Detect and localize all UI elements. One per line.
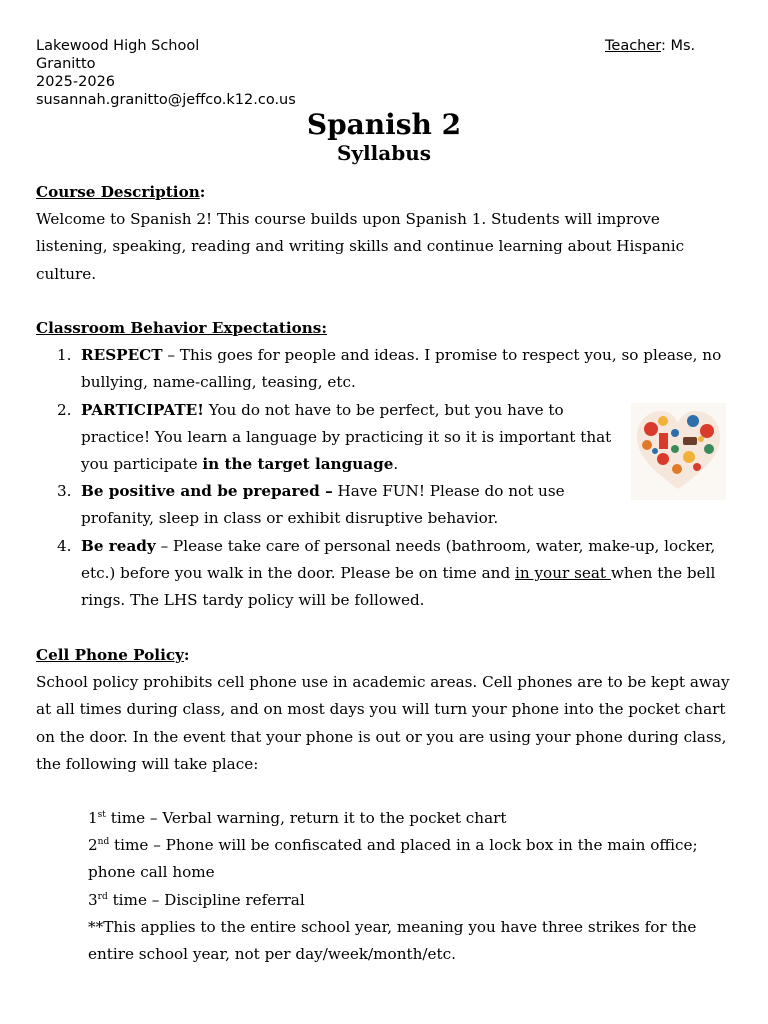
header-block <box>36 37 296 109</box>
rule-emphasis: in the target language <box>202 455 394 474</box>
page-title: Spanish 2 <box>306 108 462 141</box>
list-number: 2. <box>57 400 72 419</box>
course-description-heading: Course Description <box>36 183 200 201</box>
list-number: 1. <box>57 346 72 365</box>
list-item <box>57 478 621 532</box>
strike-text: time – Phone will be confiscated and placed in a lock box in the main office; phone call home <box>88 836 698 882</box>
rule-end: when the bell rings. The LHS tardy policy will be followed. <box>81 563 716 610</box>
teacher-email: susannah.granitto@jeffco.k12.co.us <box>36 92 296 108</box>
list-item <box>88 805 728 832</box>
rule-underline: in your seat <box>515 563 611 582</box>
teacher-prefix: : Ms. <box>661 38 696 54</box>
behavior-colon: : <box>321 319 327 337</box>
rule-text: – Please take care of personal needs (bathroom, water, make-up, locker, etc.) before you walk in the door. Please be on time and <box>81 536 716 582</box>
list-item <box>88 832 728 886</box>
rule-title: PARTICIPATE! <box>81 400 204 419</box>
teacher-label: Teacher <box>605 38 661 54</box>
strike-number: 1 <box>88 809 98 827</box>
rule-title: Be positive and be prepared – <box>81 482 333 501</box>
cell-phone-heading: Cell Phone Policy <box>36 646 184 664</box>
rule-text: – This goes for people and ideas. I promise to respect you, so please, no bullying, name-calling, teasing, etc. <box>81 346 722 392</box>
behavior-section <box>36 315 732 614</box>
teacher-name-continued: Granitto <box>36 56 96 72</box>
teacher-line <box>605 37 695 55</box>
cell-phone-text: School policy prohibits cell phone use in academic areas. Cell phones are to be kept away at all times during class, and on most days you will turn your phone into the pocket chart on the door. In the event that your phone is out or you are using your phone during class, the following will take place: <box>36 673 730 773</box>
strike-text: time – Discipline referral <box>107 890 305 909</box>
rule-end: . <box>393 455 399 474</box>
heart-collage-icon <box>631 403 726 500</box>
strike-number: 3 <box>88 890 98 909</box>
school-year: 2025-2026 <box>36 74 116 90</box>
list-item <box>88 887 728 914</box>
course-description-colon: : <box>199 183 206 201</box>
course-description-text: Welcome to Spanish 2! This course builds upon Spanish 1. Students will improve listening, speaking, reading and writing skills and continue learning about Hispanic culture. <box>36 210 685 283</box>
rule-title: RESPECT <box>81 346 163 365</box>
strike-number: 2 <box>88 836 98 855</box>
list-number: 3. <box>57 482 72 501</box>
rule-title: Be ready <box>81 536 156 555</box>
list-number: 4. <box>57 536 72 555</box>
policy-note: **This applies to the entire school year, meaning you have three strikes for the entire school year, not per day/week/month/etc. <box>88 917 697 964</box>
list-item <box>57 533 732 615</box>
course-description-section <box>36 179 732 288</box>
school-name: Lakewood High School <box>36 38 200 54</box>
page-subtitle: Syllabus <box>336 141 431 165</box>
strike-suffix: nd <box>97 837 110 848</box>
list-item <box>57 342 732 396</box>
behavior-heading: Classroom Behavior Expectations <box>36 319 322 337</box>
strikes-list <box>88 805 728 968</box>
cell-phone-colon: : <box>183 646 190 664</box>
strike-text: time – Verbal warning, return it to the pocket chart <box>105 809 507 827</box>
list-item <box>57 397 621 479</box>
behavior-list <box>36 342 732 614</box>
rule-text: Have FUN! Please do not use profanity, sleep in class or exhibit disruptive behavior. <box>81 482 565 528</box>
strike-suffix: rd <box>97 891 108 902</box>
rule-text: You do not have to be perfect, but you have to practice! You learn a language by practicing it so it is important that you participate <box>81 400 612 474</box>
cell-phone-section <box>36 642 732 778</box>
strike-suffix: st <box>97 810 106 820</box>
